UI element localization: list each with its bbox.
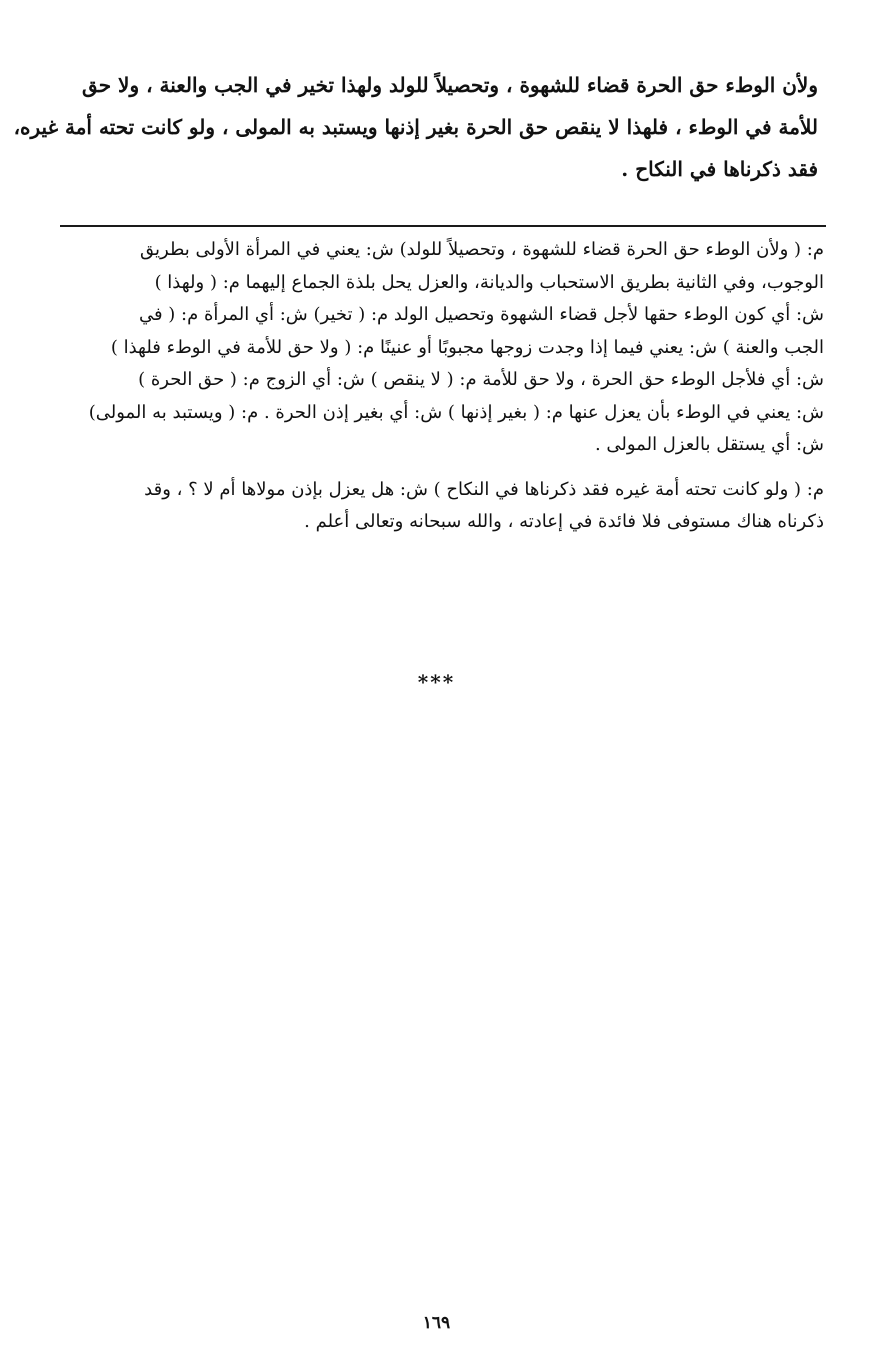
section-separator: ***: [417, 670, 456, 694]
main-text-line: فقد ذكرناها في النكاح .: [621, 157, 818, 181]
main-text-line: للأمة في الوطء ، فلهذا لا ينقص حق الحرة بغير إذنها ويستبد به المولى ، ولو كانت تحته أمة غيره،: [13, 115, 818, 139]
commentary-line: الوجوب، وفي الثانية بطريق الاستحباب والديانة، والعزل يحل بلذة الجماع إليهما م: ( ولهذا ): [154, 271, 824, 293]
commentary-line: ش: أي فلأجل الوطء حق الحرة ، ولا حق للأمة م: ( لا ينقص ) ش: أي الزوج م: ( حق الحرة ): [138, 369, 824, 390]
paragraph-gap: [60, 462, 824, 474]
commentary-block: [60, 234, 824, 539]
commentary-line: ذكرناه هناك مستوفى فلا فائدة في إعادته ، والله سبحانه وتعالى أعلم .: [304, 511, 824, 532]
commentary-line: م: ( ولأن الوطء حق الحرة قضاء للشهوة ، وتحصيلاً للولد) ش: يعني في المرأة الأولى بطريق: [140, 239, 824, 260]
main-text-line: ولأن الوطء حق الحرة قضاء للشهوة ، وتحصيلاً للولد ولهذا تخير في الجب والعنة ، ولا حق: [82, 73, 818, 97]
commentary-line: ش: يعني في الوطء بأن يعزل عنها م: ( بغير إذنها ) ش: أي بغير إذن الحرة . م: ( ويستبد به المولى): [88, 401, 824, 423]
commentary-line: ش: أي يستقل بالعزل المولى .: [594, 434, 824, 455]
commentary-line: الجب والعنة ) ش: يعني فيما إذا وجدت زوجها مجبوبًا أو عنينًا م: ( ولا حق للأمة في الوطء فلهذا ): [110, 336, 824, 358]
page-number: ١٦٩: [422, 1313, 451, 1333]
commentary-line: ش: أي كون الوطء حقها لأجل قضاء الشهوة وتحصيل الولد م: ( تخير) ش: أي المرأة م: ( في: [138, 304, 824, 325]
commentary-line: م: ( ولو كانت تحته أمة غيره فقد ذكرناها في النكاح ) ش: هل يعزل بإذن مولاها أم لا ؟ ، وقد: [144, 478, 824, 500]
main-text-block: [13, 64, 818, 190]
main-commentary-divider: [60, 225, 826, 227]
